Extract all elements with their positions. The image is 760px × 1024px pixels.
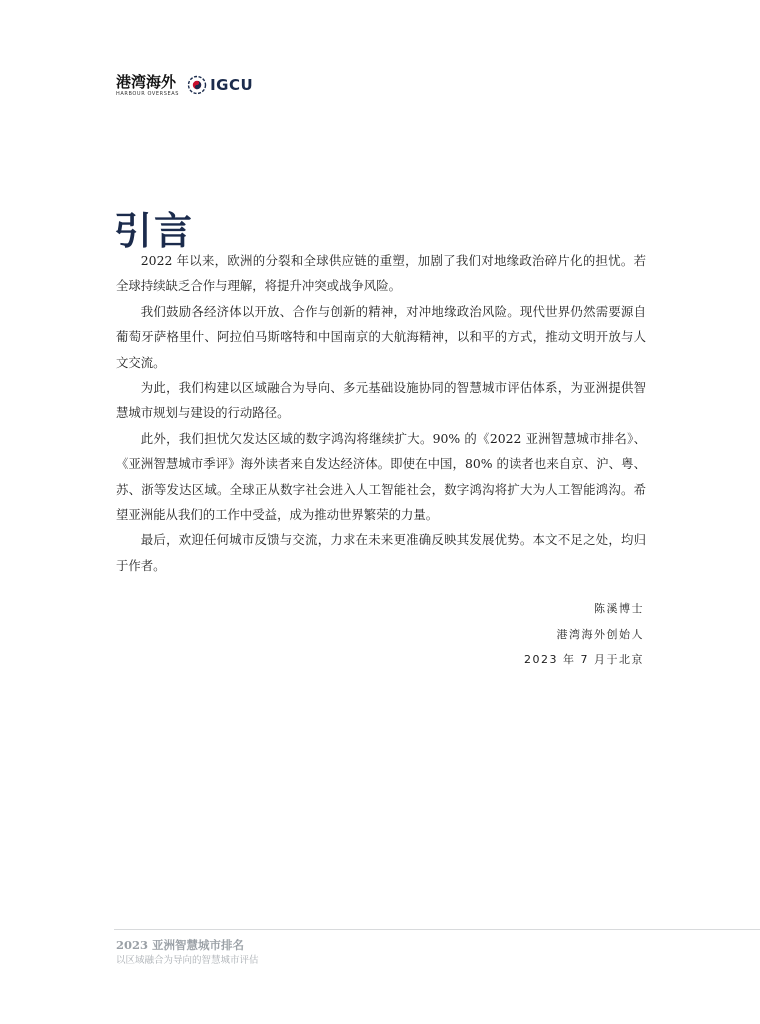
signature-name: 陈溪博士 bbox=[594, 602, 644, 615]
body-text bbox=[116, 248, 646, 578]
paragraph: 2022 年以来，欧洲的分裂和全球供应链的重塑，加剧了我们对地缘政治碎片化的担忧。若全球持续缺乏合作与理解，将提升冲突或战争风险。 bbox=[116, 253, 646, 294]
footer-divider bbox=[114, 929, 760, 930]
header-logos bbox=[116, 72, 253, 98]
signature-role: 港湾海外创始人 bbox=[556, 627, 644, 641]
signature-block bbox=[524, 596, 644, 673]
footer-title: 2023 亚洲智慧城市排名 bbox=[116, 938, 245, 952]
paragraph: 最后，欢迎任何城市反馈与交流，力求在未来更准确反映其发展优势。本文不足之处，均归于作者。 bbox=[116, 532, 646, 573]
igcu-logo bbox=[187, 75, 253, 95]
paragraph: 此外，我们担忧欠发达区域的数字鸿沟将继续扩大。90% 的《2022 亚洲智慧城市排名》、《亚洲智慧城市季评》海外读者来自发达经济体。即使在中国，80% 的读者也来自京、沪、粤、苏、浙等发达区域。全球正从数字社会进入人工智能社会，数字鸿沟将扩大为人工智能鸿沟。希望亚洲能从我们的工作中受益，成为推动世界繁荣的力量。 bbox=[116, 430, 646, 523]
page-title: 引言 bbox=[114, 209, 195, 254]
signature-date-place: 2023 年 7 月于北京 bbox=[524, 653, 644, 666]
paragraph: 我们鼓励各经济体以开放、合作与创新的精神，对冲地缘政治风险。现代世界仍然需要源自葡萄牙萨格里什、阿拉伯马斯喀特和中国南京的大航海精神，以和平的方式，推动文明开放与人文交流。 bbox=[116, 303, 646, 370]
igcu-logo-text: IGCU bbox=[210, 76, 254, 94]
harbour-overseas-logo-cn: 港湾海外 bbox=[116, 72, 177, 91]
harbour-overseas-logo-en: HARBOUR OVERSEAS bbox=[116, 90, 180, 97]
igcu-emblem-icon bbox=[187, 75, 207, 95]
paragraph: 为此，我们构建以区域融合为导向、多元基础设施协同的智慧城市评估体系，为亚洲提供智慧城市规划与建设的行动路径。 bbox=[116, 380, 646, 421]
footer-subtitle: 以区域融合为导向的智慧城市评估 bbox=[116, 955, 259, 966]
harbour-overseas-logo bbox=[116, 74, 179, 97]
footer bbox=[116, 937, 259, 969]
